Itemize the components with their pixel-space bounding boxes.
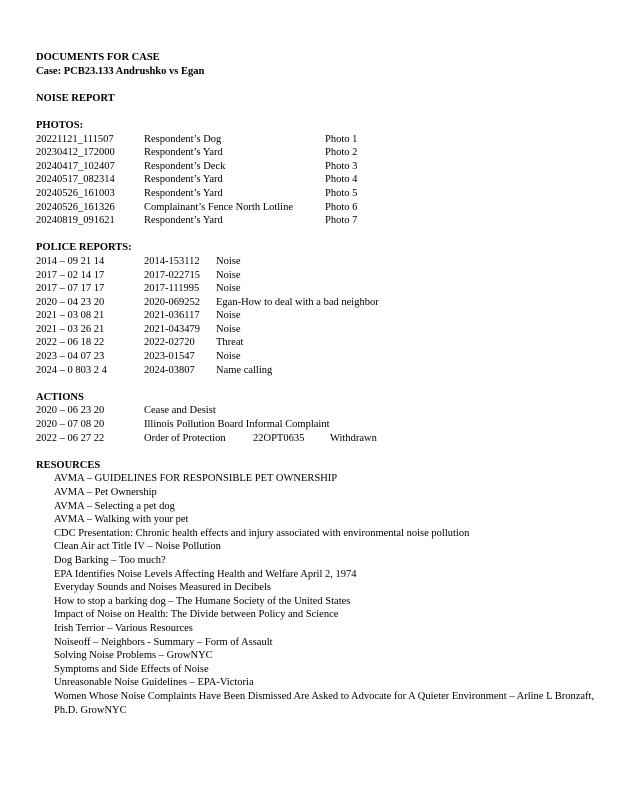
resource-text: Unreasonable Noise Guidelines – EPA-Victoria <box>54 677 254 689</box>
photo-row <box>36 146 596 160</box>
resource-text: Women Whose Noise Complaints Have Been Dismissed Are Asked to Advocate for A Quieter Environment – Arline L Bronzaft, Ph.D. GrowNYC <box>54 690 595 716</box>
photo-description: Respondent’s Yard <box>144 187 223 199</box>
report-description: Noise <box>216 351 241 363</box>
report-number: 2017-111995 <box>144 283 200 295</box>
resource-item <box>36 608 596 622</box>
photo-filename: 20240517_082314 <box>36 174 115 186</box>
resource-text: Symptoms and Side Effects of Noise <box>54 663 209 675</box>
resource-item <box>36 568 596 582</box>
photo-row <box>36 160 596 174</box>
actions-heading: ACTIONS <box>36 391 84 403</box>
resource-item <box>36 622 596 636</box>
resources-list <box>36 472 596 717</box>
photo-label: Photo 1 <box>325 133 358 145</box>
report-date: 2014 – 09 21 14 <box>36 255 105 267</box>
action-row <box>36 432 596 446</box>
document-page <box>36 51 596 717</box>
photo-filename: 20240526_161003 <box>36 187 115 199</box>
police-report-row <box>36 282 596 296</box>
report-date: 2022 – 06 18 22 <box>36 337 105 349</box>
resources-heading: RESOURCES <box>36 459 101 471</box>
resource-item <box>36 581 596 595</box>
resource-item <box>36 472 596 486</box>
report-number: 2021-043479 <box>144 323 200 335</box>
report-date: 2021 – 03 08 21 <box>36 310 105 322</box>
resource-item <box>36 636 596 650</box>
resource-text: AVMA – Selecting a pet dog <box>54 500 175 512</box>
photo-label: Photo 4 <box>325 174 358 186</box>
resource-text: Noiseoff – Neighbors - Summary – Form of Assault <box>54 636 273 648</box>
photo-label: Photo 3 <box>325 160 358 172</box>
photo-filename: 20240417_102407 <box>36 160 115 172</box>
report-date: 2017 – 07 17 17 <box>36 283 105 295</box>
photo-row <box>36 214 596 228</box>
photo-filename: 20240526_161326 <box>36 201 115 213</box>
police-report-row <box>36 309 596 323</box>
report-date: 2020 – 04 23 20 <box>36 296 105 308</box>
document-title: DOCUMENTS FOR CASE <box>36 52 160 63</box>
photo-row <box>36 173 596 187</box>
resource-text: Everyday Sounds and Noises Measured in Decibels <box>54 582 271 594</box>
police-reports-list <box>36 255 596 377</box>
police-report-row <box>36 350 596 364</box>
report-description: Noise <box>216 323 241 335</box>
report-number: 2017-022715 <box>144 269 200 281</box>
photo-label: Photo 2 <box>325 147 358 159</box>
report-description: Noise <box>216 283 241 295</box>
resource-item <box>36 554 596 568</box>
report-number: 2020-069252 <box>144 296 200 308</box>
resource-item <box>36 649 596 663</box>
resource-text: AVMA – GUIDELINES FOR RESPONSIBLE PET OWNERSHIP <box>54 473 338 485</box>
report-description: Threat <box>216 337 244 349</box>
resource-text: How to stop a barking dog – The Humane Society of the United States <box>54 595 351 607</box>
case-line: Case: PCB23.133 Andrushko vs Egan <box>36 65 205 77</box>
resource-text: Impact of Noise on Health: The Divide between Policy and Science <box>54 609 339 621</box>
report-description: Name calling <box>216 364 273 376</box>
photo-row <box>36 133 596 147</box>
photo-description: Respondent’s Deck <box>144 160 226 172</box>
action-row <box>36 418 596 432</box>
report-date: 2023 – 04 07 23 <box>36 351 105 363</box>
actions-list <box>36 404 596 445</box>
report-description: Egan-How to deal with a bad neighbor <box>216 296 379 308</box>
action-case-number: 22OPT0635 <box>253 432 305 444</box>
resource-item <box>36 676 596 690</box>
action-description: Cease and Desist <box>144 405 216 417</box>
action-date: 2020 – 06 23 20 <box>36 405 105 417</box>
report-date: 2024 – 0 803 2 4 <box>36 364 107 376</box>
police-report-row <box>36 296 596 310</box>
report-number: 2021-036117 <box>144 310 200 322</box>
report-description: Noise <box>216 255 241 267</box>
report-number: 2022-02720 <box>144 337 195 349</box>
photos-heading: PHOTOS: <box>36 119 84 131</box>
police-report-row <box>36 364 596 378</box>
police-report-row <box>36 323 596 337</box>
photo-label: Photo 7 <box>325 215 358 227</box>
resource-text: CDC Presentation: Chronic health effects and injury associated with environmental noise pollution <box>54 527 470 539</box>
police-report-row <box>36 255 596 269</box>
resource-item <box>36 486 596 500</box>
resource-text: Dog Barking – Too much? <box>54 554 166 566</box>
photo-description: Respondent’s Yard <box>144 174 223 186</box>
photos-list <box>36 133 596 228</box>
photo-filename: 20221121_111507 <box>36 133 114 145</box>
report-number: 2023-01547 <box>144 351 195 363</box>
resource-item <box>36 690 596 717</box>
photo-description: Respondent’s Dog <box>144 133 222 145</box>
action-date: 2020 – 07 08 20 <box>36 419 105 431</box>
action-status: Withdrawn <box>330 432 377 444</box>
photo-row <box>36 187 596 201</box>
resource-item <box>36 540 596 554</box>
photo-description: Respondent’s Yard <box>144 215 223 227</box>
report-date: 2017 – 02 14 17 <box>36 269 105 281</box>
photo-label: Photo 5 <box>325 187 358 199</box>
resource-text: Solving Noise Problems – GrowNYC <box>54 650 213 662</box>
police-report-row <box>36 269 596 283</box>
resource-text: EPA Identifies Noise Levels Affecting Health and Welfare April 2, 1974 <box>54 568 357 580</box>
action-description: Illinois Pollution Board Informal Complaint <box>144 419 330 431</box>
resource-text: AVMA – Pet Ownership <box>54 487 157 498</box>
noise-report-heading: NOISE REPORT <box>36 92 115 104</box>
report-number: 2014-153112 <box>144 255 200 267</box>
resource-item <box>36 527 596 541</box>
report-date: 2021 – 03 26 21 <box>36 323 105 335</box>
police-reports-heading: POLICE REPORTS: <box>36 242 132 254</box>
photo-description: Complainant’s Fence North Lotline <box>144 201 294 213</box>
report-number: 2024-03807 <box>144 364 195 376</box>
resource-text: Clean Air act Title IV – Noise Pollution <box>54 541 221 553</box>
police-report-row <box>36 336 596 350</box>
resource-item <box>36 595 596 609</box>
action-date: 2022 – 06 27 22 <box>36 432 105 444</box>
resource-item <box>36 500 596 514</box>
photo-filename: 20240819_091621 <box>36 215 115 227</box>
resource-text: AVMA – Walking with your pet <box>54 514 189 526</box>
report-description: Noise <box>216 310 241 322</box>
photo-label: Photo 6 <box>325 201 358 213</box>
photo-filename: 20230412_172000 <box>36 147 115 159</box>
action-row <box>36 404 596 418</box>
action-description: Order of Protection <box>144 432 226 444</box>
resource-text: Irish Terrior – Various Resources <box>54 622 193 634</box>
resource-item <box>36 513 596 527</box>
report-description: Noise <box>216 269 241 281</box>
photo-description: Respondent’s Yard <box>144 147 223 159</box>
photo-row <box>36 201 596 215</box>
resource-item <box>36 663 596 677</box>
